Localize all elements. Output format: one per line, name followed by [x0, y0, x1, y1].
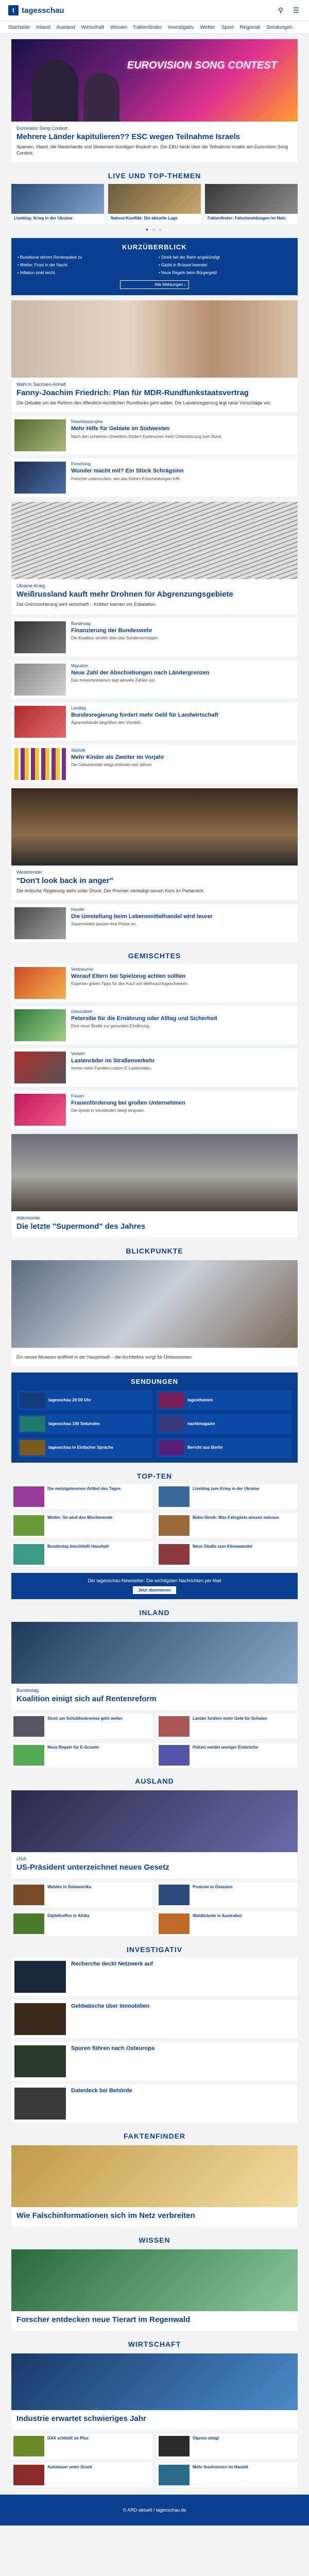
logo[interactable] [8, 5, 64, 15]
nav-item[interactable]: Faktenfinder [133, 24, 162, 30]
newsletter-button[interactable]: Jetzt abonnieren [133, 1586, 176, 1594]
kurz-more-button[interactable]: Alle Meldungen › [120, 280, 189, 289]
nav-item[interactable]: Startseite [8, 24, 30, 30]
ausland-item[interactable]: Proteste in Ostasien [157, 1883, 298, 1907]
kurz-title: KURZÜBERBLICK [122, 243, 187, 251]
topten-item[interactable]: Bundestag beschließt Haushalt [11, 1542, 152, 1567]
list-item[interactable]: Verbraucher Worauf Eltern bei Spielzeug achten sollten Experten geben Tipps für den Kauf von Weihnachtsgeschenken. [11, 964, 298, 1002]
carousel-dots[interactable]: ● ○ ○ [146, 227, 163, 232]
kurz-item[interactable]: • Streik bei der Bahn angekündigt [159, 255, 291, 260]
hero-article[interactable] [11, 39, 298, 162]
sendungen-box [11, 1372, 298, 1463]
nav-item[interactable]: Investigativ [168, 24, 194, 30]
ausland-item[interactable]: Gipfeltreffen in Afrika [11, 1911, 152, 1936]
live-item[interactable]: Faktenfinder: Falschmeldungen im Netz [205, 184, 298, 224]
faktenfinder-title: FAKTENFINDER [123, 2131, 186, 2140]
kurz-item[interactable]: • Bundesrat stimmt Rentenpaket zu [18, 255, 150, 260]
search-icon[interactable]: ⚲ [278, 6, 284, 14]
gemischtes-title: GEMISCHTES [128, 951, 181, 960]
wirtschaft-title: WIRTSCHAFT [128, 2340, 181, 2348]
barbed-wire-image [11, 502, 298, 579]
esc-logo-text: EUROVISION SONG CONTEST [127, 60, 277, 71]
nav-item[interactable]: Wissen [110, 24, 127, 30]
sendung-item[interactable]: Bericht aus Berlin [157, 1438, 291, 1458]
investigativ-title: INVESTIGATIV [126, 1945, 183, 1954]
kurz-item[interactable]: • Wetter: Frost in der Nacht [18, 263, 150, 267]
sendung-item[interactable]: nachtmagazin [157, 1414, 291, 1434]
inland-item[interactable]: Polizei meldet weniger Einbrüche [157, 1743, 298, 1768]
newsletter-box [11, 1573, 298, 1599]
blickpunkt-image [11, 1260, 298, 1348]
kurz-item[interactable]: • Neue Regeln beim Bürgergeld [159, 270, 291, 275]
ausland-item[interactable]: Wahlen in Südamerika [11, 1883, 152, 1907]
nav-item[interactable]: Sendungen [266, 24, 293, 30]
nav-item[interactable]: Sport [221, 24, 234, 30]
live-item[interactable]: Nahost-Konflikt: Die aktuelle Lage [108, 184, 201, 224]
feature-article[interactable] [11, 300, 298, 412]
wirtschaft-item[interactable]: Ölpreis steigt [157, 2434, 298, 2459]
topten-item[interactable]: Liveblog zum Krieg in der Ukraine [157, 1484, 298, 1509]
nav-item[interactable]: Regional [239, 24, 261, 30]
list-item[interactable]: Bundestag Finanzierung der Bundeswehr Die Koalition streitet über das Sondervermögen. [11, 618, 298, 656]
live-row [11, 184, 298, 224]
logo-text: tagesschau [22, 6, 64, 15]
barbed-wire-article[interactable]: Ukraine-Krieg Weißrussland kauft mehr Drohnen für Abgrenzungsgebiete Die Grenzsicherung wird verschärft – Kritiker warnen vor Eskalation. [11, 502, 298, 614]
kurz-item[interactable]: • Inflation sinkt leicht [18, 270, 150, 275]
hero-teaser: Spanien, Irland, die Niederlande und Slowenien kündigen Boykott an. Die EBU berät über die Teilnahme Israels am Eurovision Song Contest. [16, 144, 288, 156]
footer-text: © ARD-aktuell / tagesschau.de [123, 2507, 186, 2513]
hero-topline: Eurovision Song Contest [16, 126, 68, 131]
inland-item[interactable]: Länder fordern mehr Geld für Schulen [157, 1714, 298, 1739]
live-item[interactable]: Liveblog: Krieg in der Ukraine [11, 184, 104, 224]
list-item[interactable]: Forschung Wunder macht mit? Ein Stück Schrägsinn Forscher untersuchen, wie das Gehirn Entscheidungen trifft. [11, 459, 298, 497]
hero-headline: Mehrere Länder kapitulieren?? ESC wegen Teilnahme Israels [16, 132, 241, 141]
sendung-item[interactable]: tagesthemen [157, 1391, 291, 1410]
topten-item[interactable]: Die meistgelesenen Artikel des Tages [11, 1484, 152, 1509]
list-item[interactable]: Datenleck bei Behörde [11, 2084, 298, 2123]
wirtschaft-item[interactable]: Autobauer unter Druck [11, 2463, 152, 2487]
nav-item[interactable]: Wetter [200, 24, 215, 30]
hero-image [11, 39, 298, 122]
feature-teaser: Die Debatte um die Reform des öffentlich-rechtlichen Rundfunks geht weiter. Die Landesregierung legt neue Vorschläge vor. [16, 400, 271, 406]
sendung-item[interactable]: tagesschau 20:00 Uhr [18, 1391, 152, 1410]
topten-item[interactable]: Wetter: So wird das Wochenende [11, 1513, 152, 1538]
kurz-item[interactable]: • Gipfel in Brüssel beendet [159, 263, 291, 267]
menu-icon[interactable]: ☰ [293, 6, 300, 14]
topten-item[interactable]: Bahn-Streik: Was Fahrgäste wissen müssen [157, 1513, 298, 1538]
list-item[interactable]: Handel Die Umstellung beim Lebensmittelhandel wird teurer Supermärkte passen ihre Preise an. [11, 904, 298, 942]
list-item[interactable]: Spuren führen nach Osteuropa [11, 2042, 298, 2080]
sendung-item[interactable]: tagesschau in Einfacher Sprache [18, 1438, 152, 1458]
nav-item[interactable]: Ausland [56, 24, 75, 30]
list-item[interactable]: Verkehr Lastenräder im Straßenverkehr Immer mehr Familien nutzen E-Lastenräder. [11, 1048, 298, 1087]
list-item[interactable]: Recherche deckt Netzwerk auf [11, 1958, 298, 1996]
nav-item[interactable]: Wirtschaft [81, 24, 105, 30]
ausland-item[interactable]: Waldbrände in Australien [157, 1911, 298, 1936]
wissen-lead[interactable]: Forscher entdecken neue Tierart im Regenwald [11, 2249, 298, 2331]
list-item[interactable]: Landtag Bundesregierung fordert mehr Geld für Landwirtschaft Agrarverbände begrüßen den Vorstoß. [11, 703, 298, 741]
sendungen-title: SENDUNGEN [130, 1377, 179, 1385]
wirtschaft-item[interactable]: DAX schließt im Plus [11, 2434, 152, 2459]
header [0, 0, 309, 21]
topten-item[interactable]: Neue Studie zum Klimawandel [157, 1542, 298, 1567]
list-item[interactable]: Gesundheit Petersilie für die Ernährung oder Alltag und Sicherheit Eine neue Studie zur gesunden Ernährung. [11, 1006, 298, 1044]
faktenfinder-lead[interactable]: Wie Falschinformationen sich im Netz verbreiten [11, 2145, 298, 2227]
feature-headline: Fanny-Joachim Friedrich: Plan für MDR-Rundfunkstaatsvertrag [16, 388, 249, 398]
blickpunkte-title: BLICKPUNKTE [126, 1246, 183, 1255]
list-item[interactable]: Geldwäsche über Immobilien [11, 2000, 298, 2038]
list-item[interactable]: Naturkatastrophe Mehr Hilfe für Gebiete im Südwesten Nach den schweren Unwettern fordern Kommunen mehr Unterstützung vom Bund. [11, 416, 298, 454]
list-item[interactable]: Frauen Frauenförderung bei großen Unternehmen Die Quote in Vorständen steigt langsam. [11, 1091, 298, 1129]
ausland-lead[interactable]: USA US-Präsident unterzeichnet neues Gesetz [11, 1790, 298, 1878]
sendung-item[interactable]: tagesschau 100 Sekunden [18, 1414, 152, 1434]
feature2-image [11, 788, 298, 866]
wirtschaft-item[interactable]: Mehr Insolvenzen im Handel [157, 2463, 298, 2487]
supermond-article[interactable]: Astronomie Die letzte "Supermond" des Jahres [11, 1134, 298, 1238]
supermond-image [11, 1134, 298, 1211]
ausland-title: AUSLAND [135, 1776, 174, 1785]
nav-item[interactable]: Inland [36, 24, 50, 30]
wissen-title: WISSEN [139, 2235, 170, 2244]
topten-title: TOP-TEN [136, 1471, 173, 1480]
wirtschaft-lead[interactable]: Industrie erwartet schwieriges Jahr [11, 2353, 298, 2430]
inland-lead[interactable]: Bundestag Koalition einigt sich auf Rentenreform [11, 1622, 298, 1710]
feature-image [11, 300, 298, 378]
inland-title: INLAND [139, 1608, 170, 1617]
newsletter-text: Der tagesschau-Newsletter: Die wichtigsten Nachrichten per Mail [88, 1578, 221, 1583]
footer [0, 2495, 309, 2526]
logo-icon: t [8, 5, 19, 15]
blickpunkt-article[interactable]: Ein neues Museum eröffnet in der Hauptstadt – die Architektur sorgt für Diskussionen. [11, 1260, 298, 1366]
main-nav [0, 21, 309, 34]
feature-topline: Wahl in Sachsen-Anhalt [16, 382, 66, 387]
live-section-title: LIVE UND TOP-THEMEN [108, 172, 201, 180]
list-item[interactable]: Migration Neue Zahl der Abschiebungen nach Ländergrenzen Das Innenministerium legt aktuelle Zahlen vor. [11, 660, 298, 699]
list-item[interactable]: Statistik Mehr Kinder als Zweiter im Vorjahr Die Geburtenrate steigt erstmals seit Jahren. [11, 745, 298, 783]
inland-item[interactable]: Neue Regeln für E-Scooter [11, 1743, 152, 1768]
kurzueberblick-box [11, 238, 298, 295]
inland-item[interactable]: Streit um Schuldenbremse geht weiter [11, 1714, 152, 1739]
feature2-article[interactable]: Westminster "Don't look back in anger" Die britische Regierung steht unter Druck. Der Premier verteidigt seinen Kurs im Parlament. [11, 788, 298, 900]
